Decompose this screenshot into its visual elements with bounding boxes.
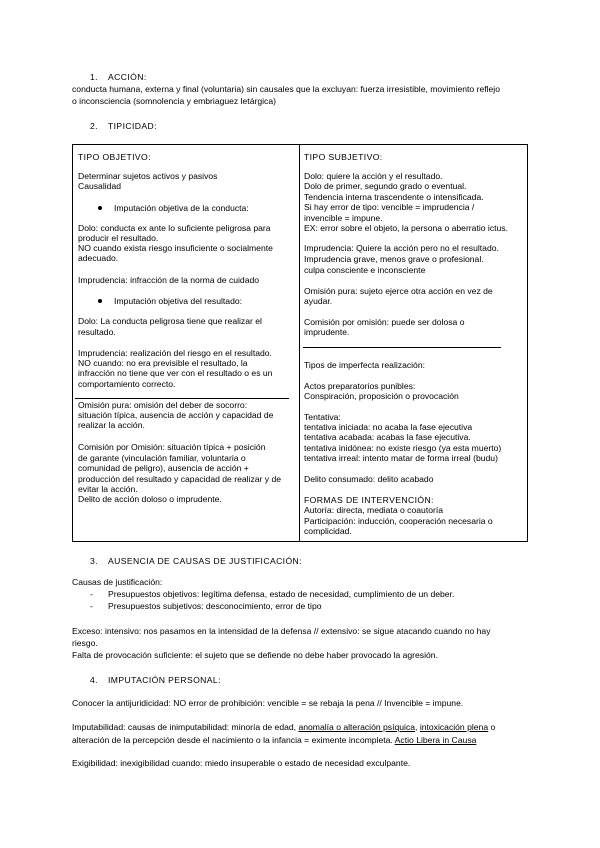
cell-line: producir el resultado. <box>78 233 159 243</box>
text-run: Imputabilidad: causas de inimputabilidad: minoría de edad, <box>72 722 299 732</box>
tipo-objetivo-header: TIPO OBJETIVO: <box>78 152 151 162</box>
list-dash: - <box>90 589 93 599</box>
list-item: Presupuestos objetivos: legítima defensa, estado de necesidad, cumplimiento de un deber. <box>108 589 455 599</box>
cell-line: de garante (vinculación familiar, voluntaria o <box>78 453 246 463</box>
formas-intervencion-header: FORMAS DE INTERVENCIÓN: <box>304 495 434 505</box>
underlined-term: Actio Libera in Causa <box>394 735 477 745</box>
underlined-term: anomalía o alteración psíquica <box>298 722 416 732</box>
section-number: 2. <box>90 121 98 131</box>
section-number: 3. <box>90 556 98 566</box>
cell-line: infracción no tiene que ver con el resultado o es un <box>78 368 273 378</box>
cell-line: tentativa inidónea: no existe riesgo (ya esta muerto) <box>304 443 502 453</box>
cell-line: Si hay error de tipo: vencible = imprudencia / <box>304 202 475 212</box>
cell-line: Imprudencia: realización del riesgo en el resultado. <box>78 348 272 358</box>
cell-line: Participación: inducción, cooperación necesaria o <box>304 516 493 526</box>
section-heading-imputacion: IMPUTACIÓN PERSONAL: <box>108 675 221 685</box>
cell-line: NO cuando exista riesgo insuficiente o socialmente <box>78 243 273 253</box>
cell-line: Dolo de primer, segundo grado o eventual. <box>304 181 467 191</box>
cell-line: resultado. <box>78 327 116 337</box>
section-heading-accion: ACCIÓN: <box>108 72 147 82</box>
cell-line: Dolo: quiere la acción y el resultado. <box>304 171 443 181</box>
cell-line: Tendencia interna trascendente o intensificada. <box>304 192 484 202</box>
cell-line: NO cuando: no era previsible el resultado, la <box>78 358 248 368</box>
cell-line: adecuado. <box>78 253 119 263</box>
cell-line: Causalidad <box>78 181 121 191</box>
cell-line: ayudar. <box>304 296 333 306</box>
cell-line: Imprudencia grave, menos grave o profesional. <box>304 254 484 264</box>
cell-line: Omisión pura: sujeto ejerce otra acción en vez de <box>304 286 493 296</box>
section-heading-tipicidad: TIPICIDAD: <box>108 121 157 131</box>
cell-line: EX: error sobre el objeto, la persona o aberratio ictus. <box>304 223 508 233</box>
cell-line: tentativa irreal: intento matar de forma irreal (budu) <box>304 453 498 463</box>
cell-line: imprudente. <box>304 327 350 337</box>
cell-line: comunidad de peligro), ausencia de acción + <box>78 463 249 473</box>
cell-line: complicidad. <box>304 526 352 536</box>
paragraph-line: Exceso: intensivo: nos pasamos en la intensidad de la defensa // extensivo: se sigue atacando cuando no hay <box>72 626 491 636</box>
paragraph-line: Conocer la antijuridicidad: NO error de prohibición: vencible = se rebaja la pena // Invencible = impune. <box>72 698 464 708</box>
underlined-term: intoxicación plena <box>419 722 489 732</box>
text-run: o <box>488 722 496 732</box>
cell-line: culpa consciente e inconsciente <box>304 265 426 275</box>
bullet-icon <box>98 299 102 303</box>
text-run: alteración de la percepción desde el nacimiento o la infancia = eximente incompleta. <box>72 735 395 745</box>
cell-line: Imprudencia: Quiere la acción pero no el resultado. <box>304 243 499 253</box>
paragraph-line <box>72 722 495 733</box>
paragraph-line: riesgo. <box>72 638 98 648</box>
cell-line: Actos preparatorios punibles: <box>304 381 416 391</box>
left-column-separator <box>75 398 289 399</box>
cell-line: Imprudencia: infracción de la norma de cuidado <box>78 275 260 285</box>
section-heading-ausencia: AUSENCIA DE CAUSAS DE JUSTIFICACIÓN: <box>108 556 302 566</box>
paragraph-line: Causas de justificación: <box>72 577 163 587</box>
cell-line: Delito consumado: delito acabado <box>304 474 434 484</box>
cell-bullet-line: Imputación objetiva de la conducta: <box>114 203 249 213</box>
paragraph-line: conducta humana, externa y final (voluntaria) sin causales que la excluyan: fuerza irresistible, movimiento reflejo <box>72 84 500 94</box>
cell-line: evitar la acción. <box>78 484 138 494</box>
cell-line: Tentativa: <box>304 412 341 422</box>
cell-line: Determinar sujetos activos y pasivos <box>78 171 218 181</box>
right-column-separator <box>303 347 501 348</box>
paragraph-line: o inconsciencia (somnolencia y embriaguez letárgica) <box>72 96 276 106</box>
paragraph-line: Falta de provocación suficiente: el sujeto que se defiende no debe haber provocado la agresión. <box>72 650 438 660</box>
text-run: , <box>415 722 420 732</box>
cell-line: Omisión pura: omisión del deber de socorro: <box>78 400 248 410</box>
section-number: 1. <box>90 72 98 82</box>
cell-line: Delito de acción doloso o imprudente. <box>78 494 222 504</box>
bullet-icon <box>98 206 102 210</box>
cell-bullet-line: Imputación objetiva del resultado: <box>114 296 243 306</box>
cell-line: tentativa iniciada: no acaba la fase ejecutiva <box>304 422 473 432</box>
cell-line: Comisión por Omisión: situación típica + posición <box>78 442 266 452</box>
cell-line: comportamiento correcto. <box>78 379 176 389</box>
paragraph-line <box>72 735 476 746</box>
cell-line: realizar la acción. <box>78 420 145 430</box>
paragraph-line: Exigibilidad: inexigibilidad cuando: miedo insuperable o estado de necesidad exculpante. <box>72 758 411 768</box>
cell-line: tentativa acabada: acabas la fase ejecutiva. <box>304 432 471 442</box>
cell-line: Conspiración, proposición o provocación <box>304 391 459 401</box>
cell-line: situación típica, ausencia de acción y capacidad de <box>78 410 274 420</box>
list-dash: - <box>90 601 93 611</box>
section-number: 4. <box>90 675 98 685</box>
list-item: Presupuestos subjetivos: desconocimiento, error de tipo <box>108 601 322 611</box>
cell-line: Tipos de imperfecta realización: <box>304 360 426 370</box>
tipo-subjetivo-header: TIPO SUBJETIVO: <box>304 152 383 162</box>
cell-line: producción del resultado y capacidad de realizar y de <box>78 474 282 484</box>
cell-line: Autoría: directa, mediata o coautoría <box>304 505 444 515</box>
cell-line: Comisión por omisión: puede ser dolosa o <box>304 317 465 327</box>
cell-line: invencible = impune. <box>304 213 383 223</box>
table-column-divider <box>299 144 300 542</box>
cell-line: Dolo: conducta ex ante lo suficiente peligrosa para <box>78 223 271 233</box>
cell-line: Dolo: La conducta peligrosa tiene que realizar el <box>78 316 262 326</box>
